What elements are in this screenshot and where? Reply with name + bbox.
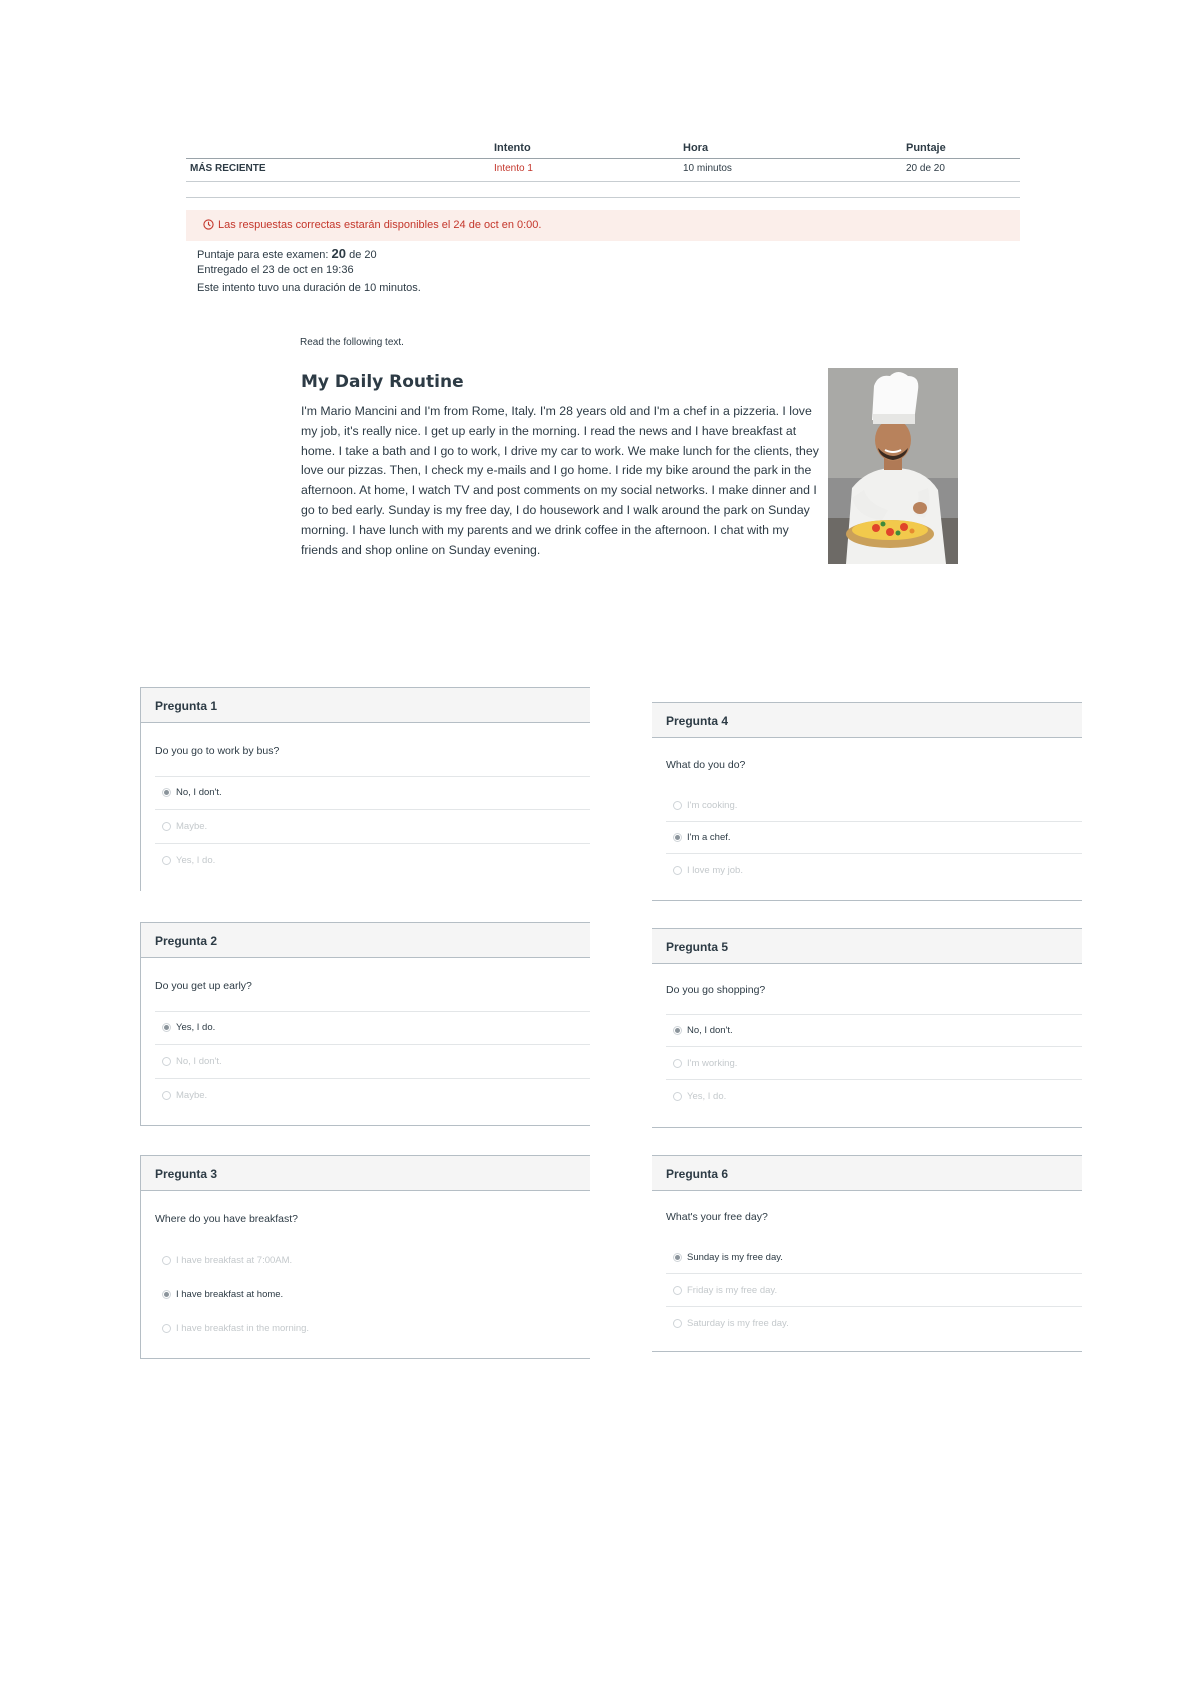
radio-selected-icon [673,1253,682,1262]
answer-divider [666,1014,1082,1015]
question-text: Do you get up early? [155,980,252,992]
answer-divider [666,1046,1082,1047]
question-header [141,687,590,723]
answer-option[interactable]: Sunday is my free day. [687,1252,783,1263]
answer-option[interactable]: Maybe. [176,821,207,832]
table-divider [186,181,1020,182]
question-card-3 [140,1155,590,1359]
answer-option[interactable]: Yes, I do. [687,1091,726,1102]
answer-divider [155,843,590,844]
answer-divider [155,1011,590,1012]
score-summary [197,246,377,261]
radio-icon [673,1286,682,1295]
answer-option[interactable]: I'm working. [687,1058,737,1069]
question-card-5 [652,928,1082,1128]
answer-divider [155,809,590,810]
radio-icon [673,801,682,810]
answer-divider [155,1078,590,1079]
question-title: Pregunta 6 [666,1167,729,1181]
question-header [652,928,1082,964]
question-title: Pregunta 5 [666,940,729,954]
answer-option[interactable]: I have breakfast at 7:00AM. [176,1255,292,1266]
attempt-score: 20 de 20 [906,163,945,174]
reading-instruction: Read the following text. [300,337,404,348]
radio-icon [162,1256,171,1265]
answer-divider [666,1306,1082,1307]
answer-divider [666,1273,1082,1274]
answer-divider [666,1079,1082,1080]
radio-icon [673,866,682,875]
answer-option[interactable]: Saturday is my free day. [687,1318,789,1329]
answer-option[interactable]: I love my job. [687,865,743,876]
radio-selected-icon [162,1023,171,1032]
question-card-1 [140,687,590,891]
question-header [141,922,590,958]
question-title: Pregunta 3 [155,1167,218,1181]
answer-option[interactable]: No, I don't. [176,787,222,798]
answer-option[interactable]: No, I don't. [687,1025,733,1036]
answer-option[interactable]: I'm cooking. [687,800,737,811]
answer-divider [666,821,1082,822]
answer-option[interactable]: Maybe. [176,1090,207,1101]
radio-icon [162,1057,171,1066]
answer-divider [666,853,1082,854]
question-text: What do you do? [666,759,746,771]
attempt-time: 10 minutos [683,163,732,174]
radio-selected-icon [673,833,682,842]
answer-divider [155,1044,590,1045]
table-divider [186,158,1020,159]
radio-selected-icon [162,1290,171,1299]
question-card-6 [652,1155,1082,1352]
alert-text: Las respuestas correctas estarán disponibles el 24 de oct en 0:00. [218,219,542,231]
radio-icon [162,1324,171,1333]
answer-option[interactable]: Yes, I do. [176,1022,215,1033]
radio-icon [162,1091,171,1100]
attempt-link[interactable]: Intento 1 [494,163,533,174]
story-body: I'm Mario Mancini and I'm from Rome, Italy. I'm 28 years old and I'm a chef in a pizzeria. I love my job, it's really nice. I get up early in the morning. I read the news and I have breakfast at home. I take a bath and I go to work, I drive my car to work. We make lunch for the clients, they love our pizzas. Then, I check my e-mails and I go home. I ride my bike around the park in the afternoon. At home, I watch TV and post comments on my social networks. I make dinner and I go to bed early. Sunday is my free day, I do housework and I walk around the park on Sunday morning. I have lunch with my parents and we drink coffee in the afternoon. I chat with my friends and shop online on Sunday evening. [301,404,819,557]
attempt-duration: Este intento tuvo una duración de 10 minutos. [197,282,421,294]
radio-icon [673,1319,682,1328]
question-title: Pregunta 1 [155,699,218,713]
score-total: de 20 [349,249,377,261]
chef-photo [828,368,958,564]
answer-option[interactable]: Friday is my free day. [687,1285,777,1296]
answer-option[interactable]: I have breakfast at home. [176,1289,283,1300]
header-score: Puntaje [906,142,946,154]
radio-selected-icon [673,1026,682,1035]
score-value: 20 [331,246,347,261]
radio-icon [162,822,171,831]
radio-selected-icon [162,788,171,797]
question-title: Pregunta 2 [155,934,218,948]
question-header [652,702,1082,738]
answer-option[interactable]: No, I don't. [176,1056,222,1067]
header-attempt: Intento [494,142,531,154]
question-text: What's your free day? [666,1211,768,1223]
question-card-4 [652,702,1082,901]
answers-availability-alert [186,210,1020,241]
row-label: MÁS RECIENTE [190,163,266,174]
story-title: My Daily Routine [301,372,464,392]
clock-icon [203,219,214,230]
answer-option[interactable]: I have breakfast in the morning. [176,1323,309,1334]
question-header [141,1155,590,1191]
question-card-2 [140,922,590,1126]
radio-icon [162,856,171,865]
submitted-date: Entregado el 23 de oct en 19:36 [197,264,354,276]
table-divider [186,197,1020,198]
question-title: Pregunta 4 [666,714,729,728]
answer-divider [155,776,590,777]
answer-option[interactable]: I'm a chef. [687,832,731,843]
radio-icon [673,1092,682,1101]
header-time: Hora [683,142,709,154]
question-text: Where do you have breakfast? [155,1213,299,1225]
score-label: Puntaje para este examen: [197,249,329,261]
question-text: Do you go shopping? [666,984,766,996]
answer-option[interactable]: Yes, I do. [176,855,215,866]
question-text: Do you go to work by bus? [155,745,280,757]
radio-icon [673,1059,682,1068]
question-header [652,1155,1082,1191]
